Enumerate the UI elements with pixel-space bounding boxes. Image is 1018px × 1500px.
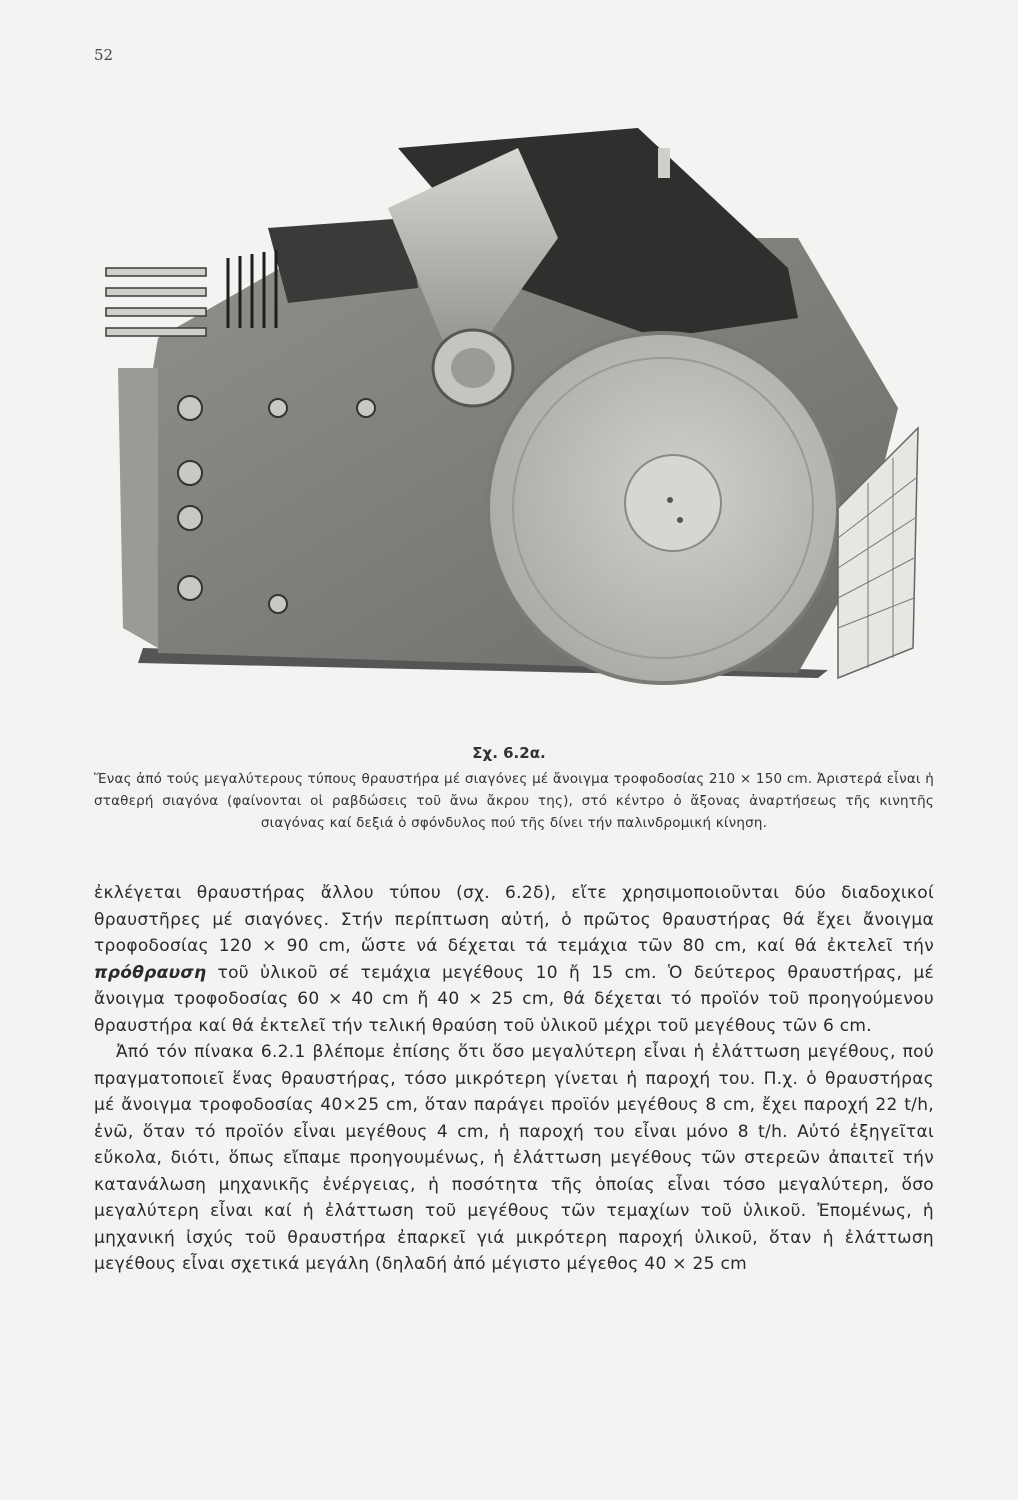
figure-caption: Ἕνας ἀπό τούς μεγαλύτερους τύπους θραυστήρα μέ σιαγόνες μέ ἄνοιγμα τροφοδοσίας 210 × 150 cm. Ἀριστερά εἶναι ἡ σταθερή σιαγόνα (φαίνονται οἱ ραβδώσεις τοῦ ἄνω ἄκρου της), στό κέντρο ὁ ἄξονας ἀναρτήσεως τῆς κινητῆς σιαγόνας καί δεξιά ὁ σφόνδυλος πού τῆς δίνει τήν παλινδρομική κίνηση. [94,771,934,831]
page-number: 52 [94,46,114,64]
emphasized-term: πρόθραυση [94,962,207,983]
paragraph-1 [94,880,934,1039]
paragraph-2: Ἀπό τόν πίνακα 6.2.1 βλέπομε ἐπίσης ὅτι ὅσο μεγαλύτερη εἶναι ἡ ἐλάττωση μεγέθους, πού πραγματοποιεῖ ἕνας θραυστήρας, τόσο μικρότερη γίνεται ἡ παροχή του. Π.χ. ὁ θραυστήρας μέ ἄνοιγμα τροφοδοσίας 40×25 cm, ὅταν παράγει προϊόν μεγέθους 8 cm, ἔχει παροχή 22 t/h, ἐνῶ, ὅταν τό προϊόν εἶναι μεγέθους 4 cm, ἡ παροχή του εἶναι μόνο 8 t/h. Αὐτό ἐξηγεῖται εὔκολα, διότι, ὅπως εἴπαμε προηγουμένως, ἡ ἐλάττωση μεγέθους τῶν στερεῶν ἀπαιτεῖ τήν κατανάλωση μηχανικῆς ἐνέργειας, ἡ ποσότητα τῆς ὁποίας εἶναι τόσο μεγαλύτερη, ὅσο μεγαλύτερη εἶναι καί ἡ ἐλάττωση τοῦ μεγέθους τῶν τεμαχίων τοῦ ὑλικοῦ. Ἐπομένως, ἡ μηχανική ἰσχύς τοῦ θραυστήρα ἐπαρκεῖ γιά μικρότερη παροχή ὑλικοῦ, ὅταν ἡ ἐλάττωση μεγέθους εἶναι σχετικά μεγάλη (δηλαδή ἀπό μέγιστο μέγεθος 40 × 25 cm [94,1042,934,1274]
jaw-crusher-photo [98,88,938,708]
paragraph-1-start: ἐκλέγεται θραυστήρας ἄλλου τύπου (σχ. 6.2δ), εἴτε χρησιμοποιοῦνται δύο διαδοχικοί θραυστῆρες μέ σιαγόνες. Στήν περίπτωση αὐτή, ὁ πρῶτος θραυστήρας θά ἔχει ἄνοιγμα τροφοδοσίας 120 × 90 cm, ὥστε νά δέχεται τά τεμάχια τῶν 80 cm, καί θά ἐκτελεῖ τήν [94,883,934,956]
paragraph-1-end: τοῦ ὑλικοῦ σέ τεμάχια μεγέθους 10 ἤ 15 cm. Ὁ δεύτερος θραυστήρας, μέ ἄνοιγμα τροφοδοσίας 60 × 40 cm ἤ 40 × 25 cm, θά δέχεται τό προϊόν τοῦ προηγούμενου θραυστήρα καί θά ἐκτελεῖ τήν τελική θραύση τοῦ ὑλικοῦ μέχρι τοῦ μεγέθους τῶν 6 cm. [94,962,934,1036]
figure-label: Σχ. 6.2α. [472,744,546,762]
body-text [94,880,934,1278]
